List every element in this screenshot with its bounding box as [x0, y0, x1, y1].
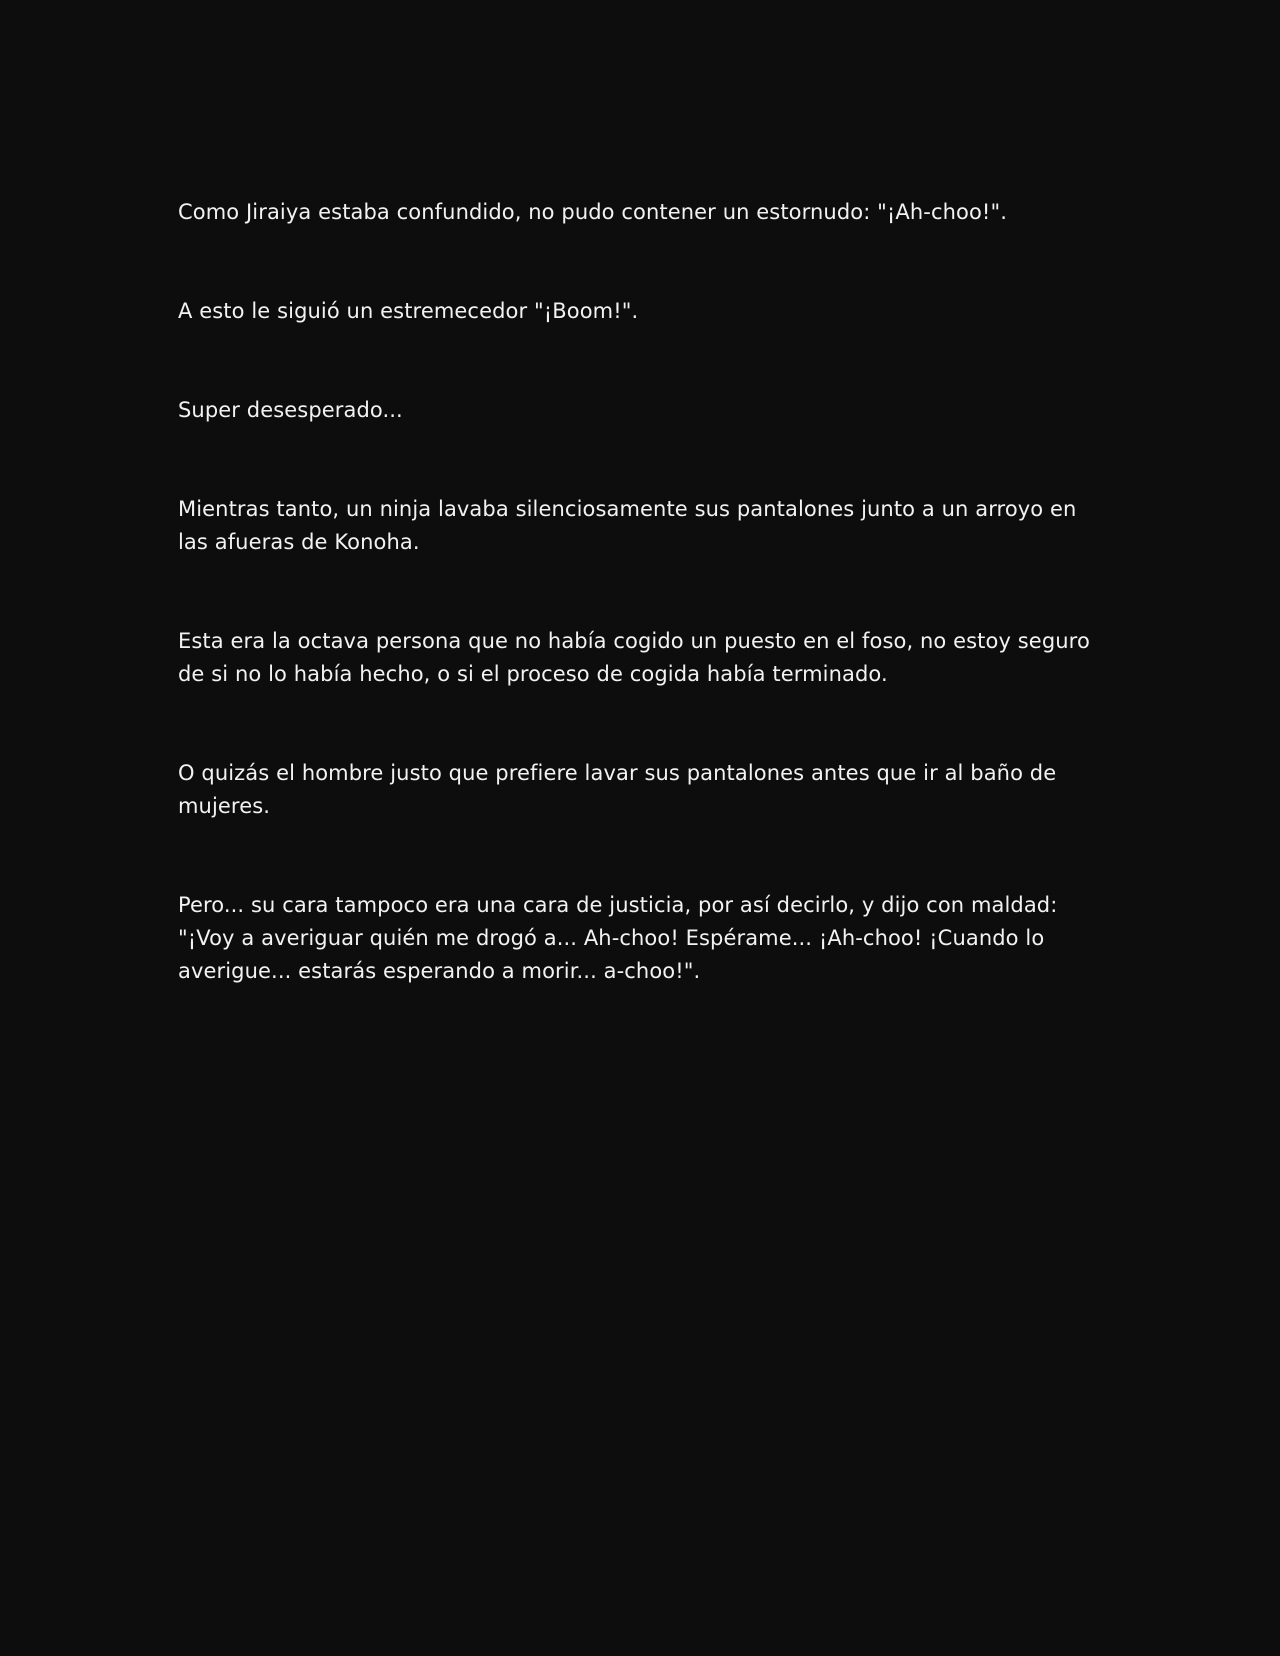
document-body — [178, 196, 1108, 988]
paragraph: Como Jiraiya estaba confundido, no pudo contener un estornudo: "¡Ah-choo!". — [178, 200, 1007, 224]
paragraph: Pero... su cara tampoco era una cara de justicia, por así decirlo, y dijo con maldad: "¡Voy a averiguar quién me drogó a... Ah-choo! Espérame... ¡Ah-choo! ¡Cuando lo averigue... estarás esperando a morir... a-choo!". — [178, 893, 1058, 983]
paragraph: O quizás el hombre justo que prefiere lavar sus pantalones antes que ir al baño de mujeres. — [178, 761, 1057, 818]
paragraph: Super desesperado... — [178, 398, 403, 422]
paragraph: Esta era la octava persona que no había cogido un puesto en el foso, no estoy seguro de si no lo había hecho, o si el proceso de cogida había terminado. — [178, 629, 1090, 686]
paragraph: Mientras tanto, un ninja lavaba silenciosamente sus pantalones junto a un arroyo en las afueras de Konoha. — [178, 497, 1077, 554]
paragraph: A esto le siguió un estremecedor "¡Boom!". — [178, 299, 639, 323]
